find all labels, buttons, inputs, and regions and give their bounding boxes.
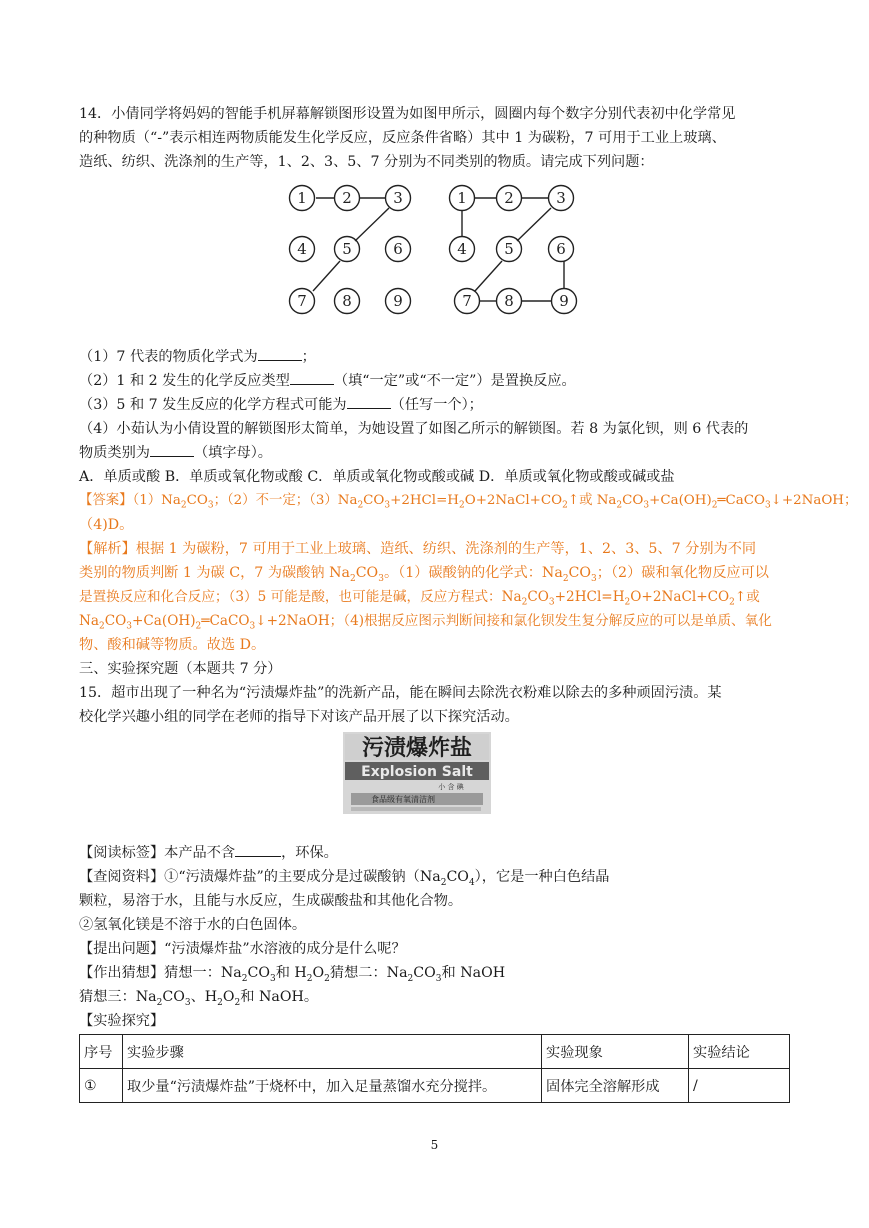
hypothesis-text: CO bbox=[162, 989, 185, 1005]
table-header: 实验步骤 bbox=[123, 1035, 542, 1069]
q14-sub-4-line-1: （4）小茹认为小倩设置的解锁图形太简单，为她设置了如图乙所示的解锁图。若 8 为氯化钡，则 6 代表的 bbox=[79, 421, 749, 437]
q14-sub-2 bbox=[79, 370, 791, 392]
node-label: 5 bbox=[342, 240, 352, 258]
reference-line-2: 颗粒，易溶于水，且能与水反应，生成碳酸盐和其他化合物。 bbox=[79, 893, 463, 909]
analysis-text: 根据 1 为碳粉，7 可用于工业上玻璃、造纸、纺织、洗涤剂的生产等，1、2、3、5、7 分别为不同 bbox=[135, 541, 757, 557]
node-label: 2 bbox=[342, 189, 352, 207]
reference-text: ），它是一种白色结晶 bbox=[474, 869, 610, 885]
hypothesis-text: 和 H bbox=[275, 965, 307, 981]
label-small-text: 食品级有氧清洁剂 bbox=[371, 795, 435, 804]
node-label: 3 bbox=[556, 189, 566, 207]
analysis-text: CO bbox=[568, 565, 592, 581]
page-number: 5 bbox=[430, 1138, 439, 1152]
table-header: 序号 bbox=[80, 1035, 123, 1069]
section-heading: 三、实验探究题（本题共 7 分） bbox=[79, 661, 282, 677]
answer-text: +Ca(OH) bbox=[649, 493, 712, 508]
node-label: 7 bbox=[462, 292, 472, 310]
analysis-line-2: 类别的物质判断 1 为碳 C，7 为碳酸钠 $Na_2CO_3$。（1）碳酸钠的化学式：$Na_2CO_3$；（2）碳和氧化物反应可以 bbox=[79, 565, 769, 584]
hypothesis-line-1: 【作出猜想】猜想一：$Na_2CO_3$和 $H_2O_2$猜想二：$Na_2CO_3$和 NaOH bbox=[79, 965, 506, 984]
answer-text: O+2NaCl+CO bbox=[464, 493, 563, 508]
q14-sub-3 bbox=[79, 394, 791, 416]
analysis-line-5: 物、酸和碱等物质。故选 D。 bbox=[79, 637, 266, 653]
node-label: 7 bbox=[297, 292, 307, 310]
answer-text: CO bbox=[363, 493, 385, 508]
analysis-text: ═CaCO bbox=[201, 613, 250, 629]
analysis-text: CO bbox=[355, 565, 379, 581]
q14-intro-line-3: 造纸、纺织、洗涤剂的生产等，1、2、3、5、7 分别为不同类别的物质。请完成下列问题： bbox=[79, 154, 654, 170]
table-cell: / bbox=[689, 1069, 790, 1103]
node-label: 6 bbox=[393, 240, 403, 258]
answer-text: （1）Na bbox=[132, 493, 181, 508]
node-label: 2 bbox=[504, 189, 514, 207]
q14-intro-line-2: 的种物质（“-”表示相连两物质能发生化学反应，反应条件省略）其中 1 为碳粉，7 可用于工业上玻璃、 bbox=[79, 130, 726, 146]
analysis-text: Na bbox=[79, 613, 99, 629]
node-label: 9 bbox=[559, 292, 569, 310]
hypothesis-text: 和 NaOH。 bbox=[240, 989, 319, 1005]
label-subtitle: Explosion Salt bbox=[361, 764, 473, 780]
q14-options: A．单质或酸 B．单质或氧化物或酸 C．单质或氧化物或酸或碱 D．单质或氧化物或酸或碱或盐 bbox=[79, 469, 675, 485]
answer-text: ↑或 Na bbox=[567, 493, 617, 508]
hypothesis-text: 、H bbox=[190, 989, 218, 1005]
node-label: 1 bbox=[457, 189, 467, 207]
analysis-text: ↓+2NaOH；（4)根据反应图示判断间接和氯化钡发生复分解反应的可以是单质、氧化 bbox=[255, 613, 772, 629]
hypothesis-text: 猜想三：Na bbox=[79, 989, 157, 1005]
answer-blank[interactable] bbox=[347, 394, 391, 409]
unlock-pattern-diagrams bbox=[280, 178, 580, 328]
edge-5-7-a bbox=[313, 261, 340, 291]
table-cell: 固体完全溶解形成 bbox=[542, 1069, 689, 1103]
answer-text: ；（2）不一定；（3）Na bbox=[213, 493, 358, 508]
node-label: 1 bbox=[297, 189, 307, 207]
read-label-line bbox=[79, 842, 791, 864]
analysis-line-1 bbox=[79, 538, 791, 560]
answer-text: ↓+2NaOH； bbox=[770, 493, 858, 508]
answer-line-1: 【答案】$(1)Na_2CO_3$；（2）不一定；$(3)Na_2CO_3+2HCl=H_2O+2NaCl+CO_2↑$或 $Na_2CO_3+Ca(OH)_2═CaCO_3↓+2NaOH$； bbox=[79, 493, 858, 511]
analysis-text: +2HCl=H bbox=[554, 589, 625, 605]
answer-blank[interactable] bbox=[258, 346, 302, 361]
explore-heading: 【实验探究】 bbox=[79, 1013, 165, 1029]
analysis-text: ；（2）碳和氧化物反应可以 bbox=[596, 565, 769, 581]
edge-3-5-a bbox=[355, 208, 389, 241]
answer-label: 【答案】 bbox=[79, 493, 133, 508]
hypothesis-text: 【作出猜想】猜想一：Na bbox=[79, 965, 242, 981]
label-title: 污渍爆炸盐 bbox=[361, 736, 473, 761]
edge-3-5-b bbox=[517, 208, 551, 241]
q14-sub-2-text: （2）1 和 2 发生的化学反应类型 bbox=[79, 373, 290, 389]
node-label: 8 bbox=[504, 292, 514, 310]
experiment-table bbox=[79, 1034, 790, 1103]
answer-blank[interactable] bbox=[235, 842, 281, 857]
table-cell: 取少量“污渍爆炸盐”于烧杯中，加入足量蒸馏水充分搅拌。 bbox=[123, 1069, 542, 1103]
answer-text: CO bbox=[622, 493, 644, 508]
table-header: 实验结论 bbox=[689, 1035, 790, 1069]
table-header-row bbox=[80, 1035, 790, 1069]
node-label: 6 bbox=[556, 240, 566, 258]
answer-text: CO bbox=[186, 493, 208, 508]
q14-sub-4-line-2 bbox=[79, 442, 791, 464]
analysis-line-3: 是置换反应和化合反应；（3）5 可能是酸，也可能是碱，反应方程式：$Na_2CO_3+2HCl=H_2O+2NaCl+CO_2↑$或 bbox=[79, 589, 760, 608]
product-label-image bbox=[343, 732, 491, 814]
q14-sub-1 bbox=[79, 346, 791, 368]
hypothesis-text: CO bbox=[247, 965, 270, 981]
edge-5-7-b bbox=[475, 261, 502, 291]
node-label: 4 bbox=[457, 240, 467, 258]
table-row bbox=[80, 1069, 790, 1103]
q14-sub-2-end: （填“一定”或“不一定”）是置换反应。 bbox=[333, 373, 576, 389]
analysis-text: CO bbox=[527, 589, 549, 605]
q14-sub-1-text: （1）7 代表的物质化学式为 bbox=[79, 349, 258, 365]
read-label-end: ，环保。 bbox=[281, 845, 338, 861]
hypothesis-text: 和 NaOH bbox=[441, 965, 506, 981]
q14-sub-1-end: ； bbox=[301, 349, 316, 365]
table-header: 实验现象 bbox=[542, 1035, 689, 1069]
reference-text: CO bbox=[446, 869, 469, 885]
analysis-text: 。（1）碳酸钠的化学式：Na bbox=[383, 565, 563, 581]
label-small-text: 小 含 碘 bbox=[438, 783, 464, 791]
answer-text: ═CaCO bbox=[717, 493, 765, 508]
hypothesis-text: 猜想二：Na bbox=[329, 965, 408, 981]
read-label-text: 【阅读标签】本产品不含 bbox=[79, 845, 236, 861]
analysis-label: 【解析】 bbox=[79, 541, 136, 557]
answer-blank[interactable] bbox=[290, 370, 334, 385]
node-label: 4 bbox=[297, 240, 307, 258]
node-label: 3 bbox=[393, 189, 403, 207]
table-cell: ① bbox=[80, 1069, 123, 1103]
node-label: 9 bbox=[393, 292, 403, 310]
analysis-text: CO bbox=[104, 613, 127, 629]
analysis-text: O+2NaCl+CO bbox=[630, 589, 730, 605]
analysis-text: ↑或 bbox=[734, 589, 760, 605]
q14-sub-4-end: （填字母）。 bbox=[193, 445, 272, 461]
hypothesis-text: O bbox=[222, 989, 235, 1005]
reference-text: 【查阅资料】①“污渍爆炸盐”的主要成分是过碳酸钠（Na bbox=[79, 869, 441, 885]
node-label: 8 bbox=[342, 292, 352, 310]
reference-line-3: ②氢氧化镁是不溶于水的白色固体。 bbox=[79, 917, 307, 933]
hypothesis-text: CO bbox=[413, 965, 436, 981]
answer-blank[interactable] bbox=[150, 442, 194, 457]
reference-line-1: 【查阅资料】①“污渍爆炸盐”的主要成分是过碳酸钠$(Na_2CO_4)$，它是一种白色结晶 bbox=[79, 869, 610, 888]
analysis-line-4: $Na_2CO_3+Ca(OH)_2═CaCO_3↓+2NaOH$；（4)根据反应图示判断间接和氯化钡发生复分解反应的可以是单质、氧化 bbox=[79, 613, 772, 632]
q14-sub-3-text: （3）5 和 7 发生反应的化学方程式可能为 bbox=[79, 397, 347, 413]
answer-line-2: （4)D。 bbox=[79, 517, 134, 533]
product-label-graphic bbox=[343, 732, 491, 814]
hypothesis-line-2: 猜想三：$Na_2CO_3$、$H_2O_2$和 NaOH。 bbox=[79, 989, 319, 1008]
question-line: 【提出问题】“污渍爆炸盐”水溶液的成分是什么呢？ bbox=[79, 941, 406, 957]
hypothesis-text: O bbox=[312, 965, 325, 981]
q14-sub-3-end: （任写一个）； bbox=[390, 397, 483, 413]
node-label: 5 bbox=[504, 240, 514, 258]
q15-intro-line-1: 15．超市出现了一种名为“污渍爆炸盐”的洗新产品，能在瞬间去除洗衣粉难以除去的多种顽固污渍。某 bbox=[79, 685, 722, 701]
q14-intro-line-1: 14．小倩同学将妈妈的智能手机屏幕解锁图形设置为如图甲所示，圆圈内每个数字分别代表初中化学常见 bbox=[79, 106, 736, 122]
q15-intro-line-2: 校化学兴趣小组的同学在老师的指导下对该产品开展了以下探究活动。 bbox=[79, 709, 519, 725]
analysis-text: 类别的物质判断 1 为碳 C，7 为碳酸钠 Na bbox=[79, 565, 350, 581]
analysis-text: +Ca(OH) bbox=[132, 613, 196, 629]
analysis-text: 是置换反应和化合反应；（3）5 可能是酸，也可能是碱，反应方程式：Na bbox=[79, 589, 522, 605]
q14-sub-4-text: 物质类别为 bbox=[79, 445, 150, 461]
answer-text: +2HCl=H bbox=[390, 493, 459, 508]
